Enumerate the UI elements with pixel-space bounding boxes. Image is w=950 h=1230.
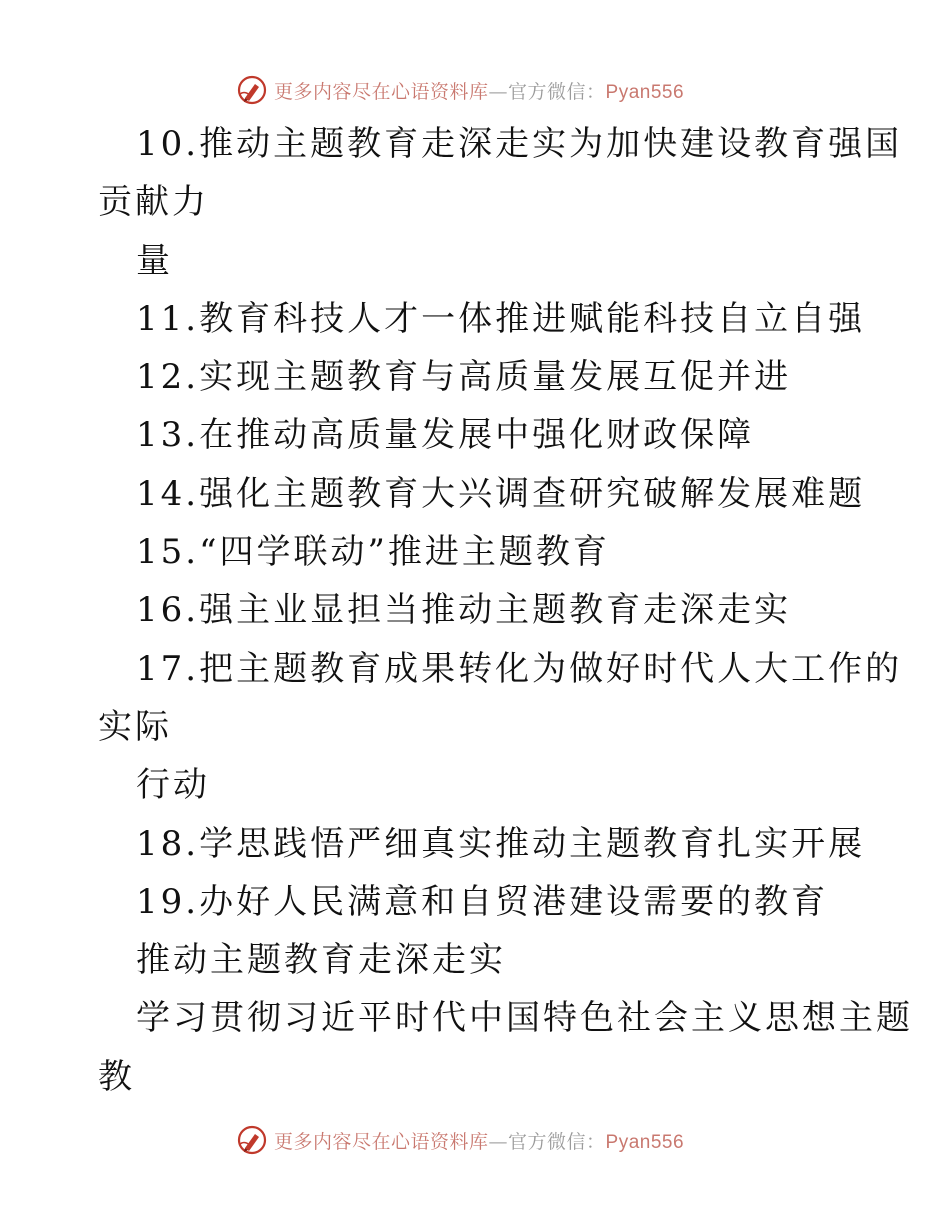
footer-wechat-label: 官方微信：: [508, 1130, 606, 1153]
text-line: 10.推动主题教育走深走实为加快建设教育强国: [136, 124, 903, 164]
document-body: [98, 115, 913, 1106]
text-line: 16.强主业显担当推动主题教育走深走实: [136, 590, 792, 631]
header-wechat-id: Pyan556: [605, 81, 685, 103]
text-line: 量: [136, 240, 173, 281]
pen-logo-icon: [236, 74, 268, 106]
text-line: 18.学思践悟严细真实推动主题教育扎实开展: [136, 823, 866, 864]
header-separator: —: [488, 80, 509, 103]
text-line: 14.强化主题教育大兴调查研究破解发展难题: [136, 473, 866, 514]
footer-separator: —: [488, 1130, 509, 1153]
text-line: 贡献力: [98, 182, 209, 223]
footer-wechat-id: Pyan556: [605, 1131, 685, 1153]
footer-site-name: 更多内容尽在心语资料库: [274, 1130, 489, 1153]
text-line: 13.在推动高质量发展中强化财政保障: [136, 415, 755, 456]
text-line: 11.教育科技人才一体推进赋能科技自立自强: [136, 298, 866, 339]
text-line: 19.办好人民满意和自贸港建设需要的教育: [136, 881, 829, 922]
text-line: 推动主题教育走深走实: [136, 940, 506, 981]
footer-banner-text: [274, 1127, 684, 1154]
header-banner: [236, 73, 736, 107]
footer-banner: [236, 1123, 736, 1157]
text-line: 实际: [98, 706, 172, 747]
text-line: 学习贯彻习近平时代中国特色社会主义思想主题: [136, 998, 913, 1039]
text-line: 教: [98, 1056, 135, 1097]
text-line: 12.实现主题教育与高质量发展互促并进: [136, 357, 792, 398]
text-line: 17.把主题教育成果转化为做好时代人大工作的: [136, 648, 903, 689]
header-site-name: 更多内容尽在心语资料库: [274, 80, 489, 103]
pen-logo-icon: [236, 1124, 268, 1156]
text-line: 行动: [136, 765, 210, 806]
header-wechat-label: 官方微信：: [508, 80, 606, 103]
header-banner-text: [274, 77, 684, 104]
text-line: 15.“四学联动”推进主题教育: [136, 532, 610, 573]
